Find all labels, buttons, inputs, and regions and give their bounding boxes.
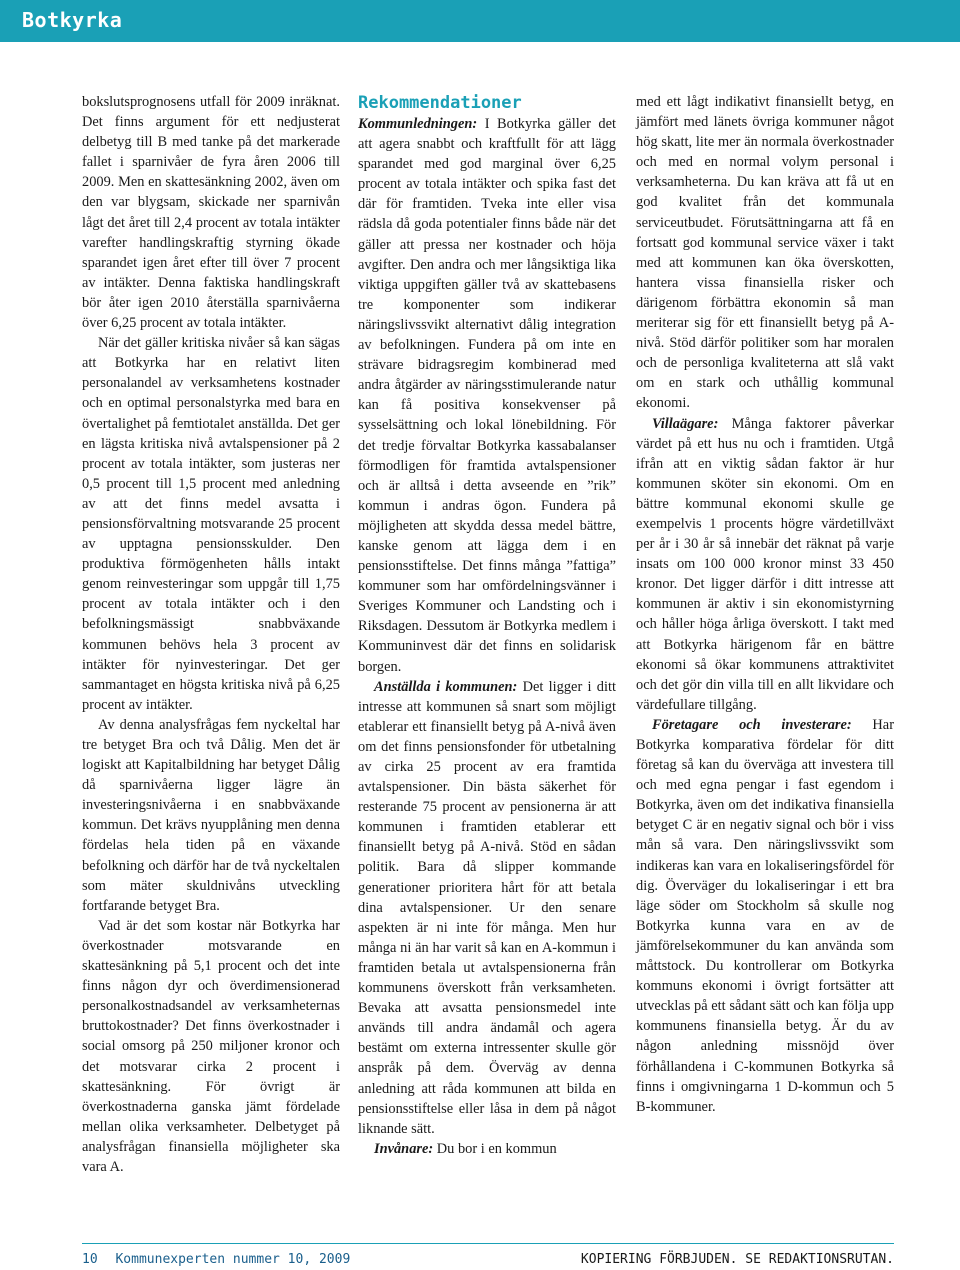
paragraph-body: Det ligger i ditt intresse att kommunen så snart som möjligt etablerar ett finansiellt betyg på A-nivå även om det finns pensionsfonder för utbetalning av cirka 25 procent av era framtida avtalspensioner. Din bästa säkerhet för resterande 75 procent av pensionerna är att kommunen i framtiden etablerar ett finansiellt betyg på A-nivå. Stöd en sådan politik. Bara då slipper kommande generationer prioritera hårt för att betala dina avtalspensioner. Ur den senare aspekten är ni inte för många. Men hur många ni än har varit så kan en A-kommun i framtiden betala ut avtalspensionerna från kommunens överskott från verksamheten. Bevaka att avsatta pensionsmedel inte används till andra ändamål och agera bestämt om externa intressenter skulle gör anspråk på dem. Överväg av denna anledning att råda kommunen att bilda en pensionsstiftelse eller låsa in dem på något liknande sätt. <box>358 678 616 1137</box>
paragraph-body: Många faktorer påverkar värdet på ett hus nu och i framtiden. Utgå ifrån att en viktig sådan faktor är hur kommunen sköter sin ekonomi. Om en bättre kommunal ekonomi skulle ge exempelvis 1 procents högre värdetillväxt per år i 30 år så innebär det räknat på varje insats om 100 000 kronor minst 33 450 kronor. Det ligger därför i ditt intresse att kommunen är aktiv i sin ekonomistyrning och håller höga årliga överskott. I takt med att Botkyrka härigenom får en bättre ekonomi så ökar kommunens attraktivitet och det gör din villa till en allt likvidare och värdefullare tillgång. <box>636 415 894 713</box>
paragraph-body: Du bor i en kommun <box>433 1140 557 1157</box>
lead-in: Kommunledningen: <box>358 116 478 132</box>
header-bar <box>0 0 960 42</box>
text-column-2 <box>358 92 616 1159</box>
lead-in: Anställda i kommunen: <box>374 678 518 695</box>
paragraph: Vad är det som kostar när Botkyrka har överkostnader motsvarande en skattesänkning på 5,1 procent och det inte finns någon dyr och överdimensionerad personalkostnadsandel av verksamheternas bruttokostnader? Det finns överkostnader i social omsorg på 250 miljoner kronor och det motsvarar cirka 2 procent i skattesänkning. För övrigt är överkostnaderna ganska jämt fördelade mellan olika verksamheter. Delbetyget på analysfrågan finansiella möjligheter ska vara A. <box>82 917 340 1175</box>
lead-in: Företagare och investerare: <box>652 716 852 733</box>
footer-divider <box>82 1243 894 1244</box>
section-heading: Rekommendationer <box>358 93 522 113</box>
paragraph: Av denna analysfrågas fem nyckeltal har tre betyget Bra och två Dålig. Men det är logiskt att Kapitalbildning har betyget Dålig då sparnivåerna ligger lägre än investeringsnivåerna i en snabbväxande kommun. Det krävs nyupplåning men denna fördelas hela tiden på en växande befolkning och därför har de två nyckeltalen som mäter skuldnivåns utveckling fortfarande betyget Bra. <box>82 716 340 914</box>
paragraph: med ett lågt indikativt finansiellt betyg, en jämfört med länets övriga kommuner något hög skatt, lite mer än normala överkostnader och med en normal volym personal i verksamheterna. Du kan kräva att få ut en god kvalitet från det kommunala serviceutbudet. Förutsättningarna att få en fortsatt god kommunal service växer i takt med att kommunen kan öka överskotten, hantera vissa finansiella risker och därigenom förbättra ekonomin så man meriterar sig för ett finansiellt betyg på A-nivå. Stöd därför politiker som har moralen och de personliga kvaliteterna att slå vakt om en stark och uthållig kommunal ekonomi. <box>636 94 894 412</box>
paragraph-body: I Botkyrka gäller det att agera snabbt och kraftfullt för att lägg sparandet med god marginal över 6,25 procent av totala intäkter och spika fast det där för framtiden. Tveka inte eller visa rädsla då goda potentialer finns både när det gäller att pressa ner kostnader och höja avgifter. Den andra och mer långsiktiga lika viktiga uppgiften gäller två av skattebasens tre komponenter som indikerar näringslivssvikt alternativt dålig integration av befolkningen. Fundera på om inte en strävare bidragsregim kombinerad med andra åtgärder av näringsstimulerande natur kan få positiva konsekvenser på sysselsättning och lokal lönebildning. För det tredje förvaltar Botkyrka kassabalanser förmodligen för framtida avtalspensioner och är alltså i detta avseende en ”rik” kommun i andras ögon. Fundera på möjligheten att skydda dessa medel bättre, kanske genom att lägga dem i en pensionsstiftelse. Det finns många ”fattiga” kommuner som har omfördelningsvänner i Sveriges Kommuner och Landsting och i Riksdagen. Dessutom är Botkyrka medlem i Kommuninvest där det finns en solidarisk borgen. <box>358 116 616 675</box>
text-column-3 <box>636 92 894 1117</box>
lead-in: Villaägare: <box>652 415 719 432</box>
section-title: Botkyrka <box>22 8 123 32</box>
paragraph: När det gäller kritiska nivåer så kan sägas att Botkyrka har en relativt liten personalandel av verksamhetens kostnader och en optimal personalstyrka med bara en övertalighet på femtiotalet anställda. Det ger en lägsta kritiska nivå avtalspensioner på 2 procent av totala intäkter, som justeras ner 0,5 procent till 1,5 procent med anledning av att det finns medel avsatta i pensionsförvaltning motsvarande 25 procent av upptagna pensionsskulder. Den produktiva förmögenheten hålls intakt genom reinvesteringar som uppgår till 1,75 procent av totala intäkter och i den befolkningsmässigt snabbväxande kommunen behövs hela 3 procent av intäkter för nyinvesteringar. Det ger sammantaget en högsta kritiska nivå på 6,25 procent av intäkter. <box>82 335 340 713</box>
page-number: 10 <box>82 1252 98 1267</box>
paragraph <box>636 715 894 1117</box>
publication-name: Kommunexperten nummer 10, 2009 <box>115 1252 351 1267</box>
lead-in: Invånare: <box>374 1140 434 1157</box>
text-column-1 <box>82 92 340 1177</box>
paragraph: bokslutsprognosens utfall för 2009 inräknat. Det finns argument för ett nedjusterat delbetyg till B med tanke på det markerade fallet i sparnivåer de fyra åren 2006 till 2009. Men en skattesänkning 2002, även om den var blygsam, skickade ner sparnivån lågt det året till 2,4 procent av totala intäkter varefter handlingskraftig styrning ökade sparandet igen året efter till över 7 procent av intäkter. Denna faktiska handlingskraft bör åter igen 2010 återställa sparnivåerna över 6,25 procent av totala intäkter. <box>82 94 340 332</box>
paragraph-body: Har Botkyrka komparativa fördelar för ditt företag så kan du överväga att investera till och med egna pengar i fast egendom i Botkyrka, även om det indikativa finansiella betyget C är en negativ signal och bör i viss mån så vara. Den näringslivssvikt som indikeras kan vara en lokaliseringsfördel för dig. Överväger du lokaliseringar i ett bra läge söder om Stockholm så skulle nog Botkyrka kunna vara en av de jämförelsekommuner du kan använda som måttstock. Du kontrollerar om Botkyrka kommuns ekonomi i övrigt fortsätter att utvecklas på ett sådant sätt och kan följa upp kommunens finansiella betyg. Är du av någon anledning missnöjd över förhållandena i C-kommunen Botkyrka så finns i omgivningarna 1 D-kommun och 5 B-kommuner. <box>636 716 894 1115</box>
paragraph <box>636 414 894 715</box>
paragraph <box>358 677 616 1139</box>
footer-publication <box>82 1252 350 1267</box>
copyright-notice: KOPIERING FÖRBJUDEN. SE REDAKTIONSRUTAN. <box>580 1252 894 1267</box>
paragraph <box>358 114 616 677</box>
paragraph <box>358 1139 616 1159</box>
